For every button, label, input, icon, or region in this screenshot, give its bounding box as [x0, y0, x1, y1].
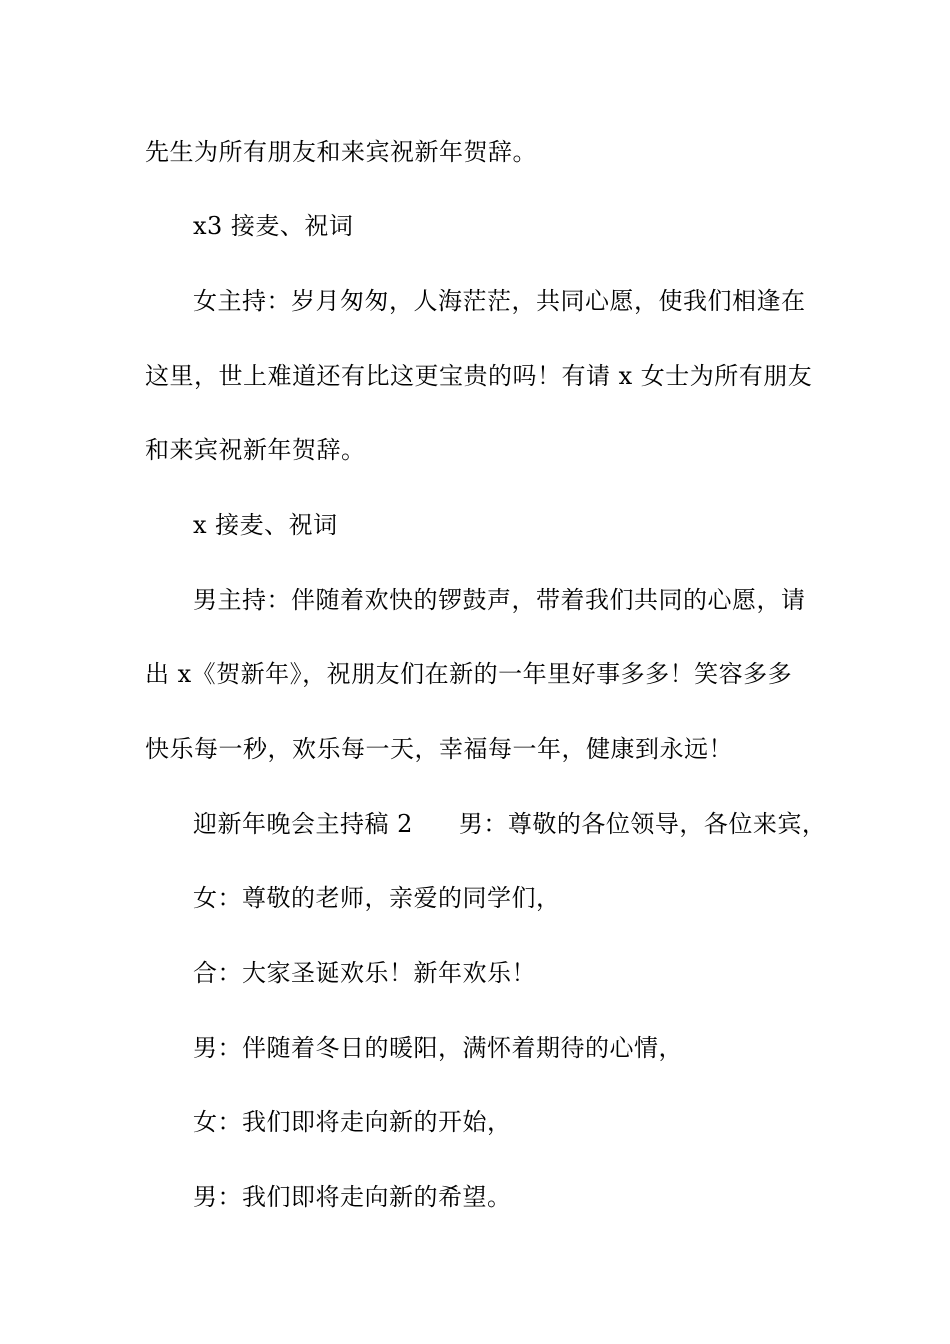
text-line: 先生为所有朋友和来宾祝新年贺辞。 — [145, 138, 537, 166]
text-line: 出 x《贺新年》，祝朋友们在新的一年里好事多多！笑容多多 — [145, 660, 793, 688]
text-line-composite — [193, 809, 873, 839]
text-line: 女：我们即将走向新的开始， — [193, 1108, 512, 1136]
text-line: x 接麦、祝词 — [193, 511, 338, 539]
text-line: 男：尊敬的各位领导，各位来宾， — [458, 810, 827, 838]
text-line: 男：伴随着冬日的暖阳，满怀着期待的心情， — [193, 1034, 683, 1062]
text-line: 和来宾祝新年贺辞。 — [145, 436, 366, 464]
text-line: x3 接麦、祝词 — [193, 212, 354, 240]
text-line: 男主持：伴随着欢快的锣鼓声，带着我们共同的心愿，请 — [193, 586, 806, 614]
text-line: 合：大家圣诞欢乐！新年欢乐！ — [193, 959, 536, 987]
section-title: 迎新年晚会主持稿 2 — [193, 810, 413, 838]
text-line: 女主持：岁月匆匆，人海茫茫，共同心愿，使我们相逢在 — [193, 287, 806, 315]
text-line: 女：尊敬的老师，亲爱的同学们， — [193, 884, 561, 912]
text-line: 快乐每一秒，欢乐每一天，幸福每一年，健康到永远！ — [145, 735, 733, 763]
text-line: 男：我们即将走向新的希望。 — [193, 1183, 512, 1211]
text-line: 这里，世上难道还有比这更宝贵的吗！有请 x 女士为所有朋友 — [145, 362, 813, 390]
